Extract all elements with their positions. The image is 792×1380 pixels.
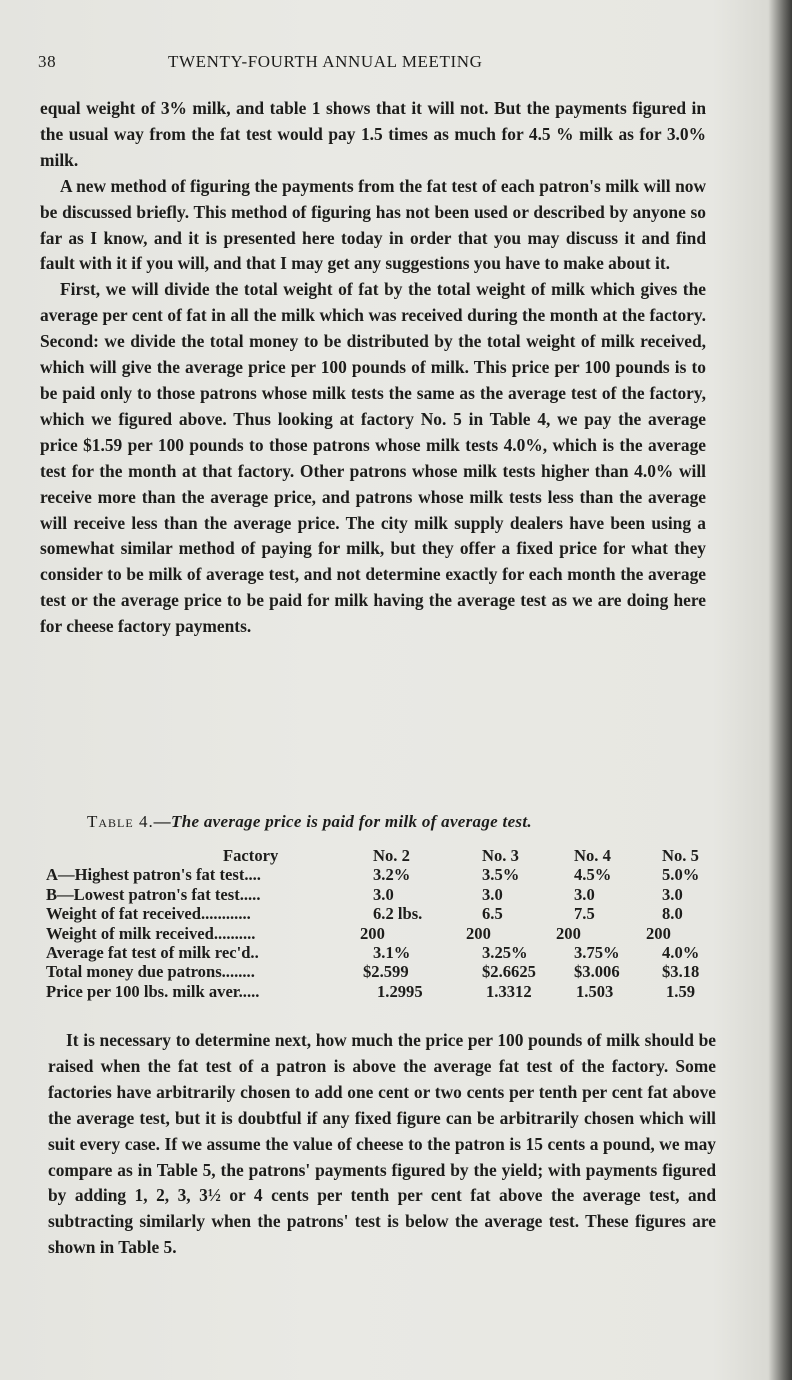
table-cell: 3.0	[574, 884, 595, 904]
table-row-label: Weight of fat received............	[46, 904, 251, 924]
paragraph-4: It is necessary to determine next, how much the price per 100 pounds of milk should be raised when the fat test of a patron is above the average fat test of the factory. Some factories have arbitrarily chosen to add one cent or two cents per tenth per cent fat above the average test, but it is doubtful if any fixed figure can be arbitrarily chosen which will suit every case. If we assume the value of cheese to the patron is 15 cents a pound, we may compare as in Table 5, the patrons' payments figured by the yield; with payments figured by adding 1, 2, 3, 3½ or 4 cents per tenth per cent fat above the average test, and subtracting similarly when the patrons' test is below the average test. These figures are shown in Table 5.	[48, 1030, 716, 1258]
table-cell: 4.5%	[574, 865, 612, 885]
table-header-cell: No. 5	[662, 846, 699, 865]
table-header-cell: Factory	[223, 846, 279, 865]
table-row-label: Average fat test of milk rec'd..	[46, 942, 259, 962]
table-cell: 6.5	[482, 904, 503, 924]
table-caption-text: —The average price is paid for milk of average test.	[153, 812, 532, 831]
table-cell: 1.59	[666, 981, 696, 1001]
closing-text	[48, 1028, 716, 1261]
table-cell: 3.0	[373, 884, 394, 904]
table-cell: 200	[466, 923, 491, 943]
table-cell: 3.0	[482, 884, 503, 904]
table-row	[46, 865, 726, 884]
table-cell: $3.18	[662, 962, 700, 982]
table-cell: 8.0	[662, 904, 683, 924]
table-cell: 1.503	[576, 981, 614, 1001]
table-row-label: B—Lowest patron's fat test.....	[46, 884, 261, 904]
table-cell: 3.2%	[373, 865, 411, 885]
table-cell: 200	[646, 923, 671, 943]
table-cell: $2.6625	[482, 962, 536, 982]
table-cell: 7.5	[574, 904, 595, 924]
table-cell: 4.0%	[662, 942, 700, 962]
table-cell: 1.2995	[377, 981, 423, 1001]
table-header-cell: No. 2	[373, 846, 410, 865]
data-table	[46, 846, 726, 1001]
table-cell: 6.2 lbs.	[373, 904, 423, 924]
table-header-cell: No. 4	[574, 846, 611, 865]
table-cell: $2.599	[363, 962, 409, 982]
table-row-label: A—Highest patron's fat test....	[46, 865, 261, 885]
table-cell: 200	[556, 923, 581, 943]
table-row	[46, 924, 726, 943]
page-number: 38	[38, 52, 57, 71]
table-caption-label: Table 4.	[87, 812, 154, 831]
table-cell: 200	[360, 923, 385, 943]
table-row	[46, 982, 726, 1001]
body-text	[40, 96, 706, 640]
running-title: TWENTY-FOURTH ANNUAL MEETING	[168, 52, 483, 71]
paragraph-2: A new method of figuring the payments from the fat test of each patron's milk will now be discussed briefly. This method of figuring has not been used or described by anyone so far as I know, and it is presented here today in order that you may discuss it and find fault with it if you will, and that I may get any suggestions you have to make about it.	[40, 175, 706, 274]
table-cell: 3.5%	[482, 865, 520, 885]
table-row-label: Total money due patrons........	[46, 962, 255, 982]
paragraph-3: First, we will divide the total weight of fat by the total weight of milk which gives the average per cent of fat in all the milk which was received during the month at the factory. Second: we divide the total money to be distributed by the total weight of milk received, which will give the average price per 100 pounds of milk. This price per 100 pounds is to be paid only to those patrons whose milk tests the same as the average test of the factory, which we figured above. Thus looking at factory No. 5 in Table 4, we pay the average price $1.59 per 100 pounds to those patrons whose milk tests 4.0%, which is the average test for the month at that factory. Other patrons whose milk tests higher than 4.0% will receive more than the average price, and patrons whose milk tests less than the average will receive less than the average price. The city milk supply dealers have been using a somewhat similar method of paying for milk, but they offer a fixed price for what they consider to be milk of average test, and not determine exactly for each month the average test or the average price to be paid for milk having the average test as we are doing here for cheese factory payments.	[40, 279, 706, 637]
table-caption	[87, 812, 727, 832]
table-cell: 3.1%	[373, 942, 411, 962]
table-cell: $3.006	[574, 962, 620, 982]
paragraph-1: equal weight of 3% milk, and table 1 shows that it will not. But the payments figured in the usual way from the fat test would pay 1.5 times as much for 4.5 % milk as for 3.0% milk.	[40, 98, 706, 170]
table-row-label: Price per 100 lbs. milk aver.....	[46, 981, 260, 1001]
table-cell: 5.0%	[662, 865, 700, 885]
table-row	[46, 904, 726, 923]
table-row	[46, 943, 726, 962]
table-cell: 1.3312	[486, 981, 532, 1001]
running-header	[38, 52, 718, 74]
table-header-row	[46, 846, 726, 865]
table-cell: 3.75%	[574, 942, 620, 962]
table-header-cell: No. 3	[482, 846, 519, 865]
table-row	[46, 885, 726, 904]
table-row	[46, 962, 726, 981]
table-cell: 3.25%	[482, 942, 528, 962]
table-cell: 3.0	[662, 884, 683, 904]
table-row-label: Weight of milk received..........	[46, 923, 256, 943]
